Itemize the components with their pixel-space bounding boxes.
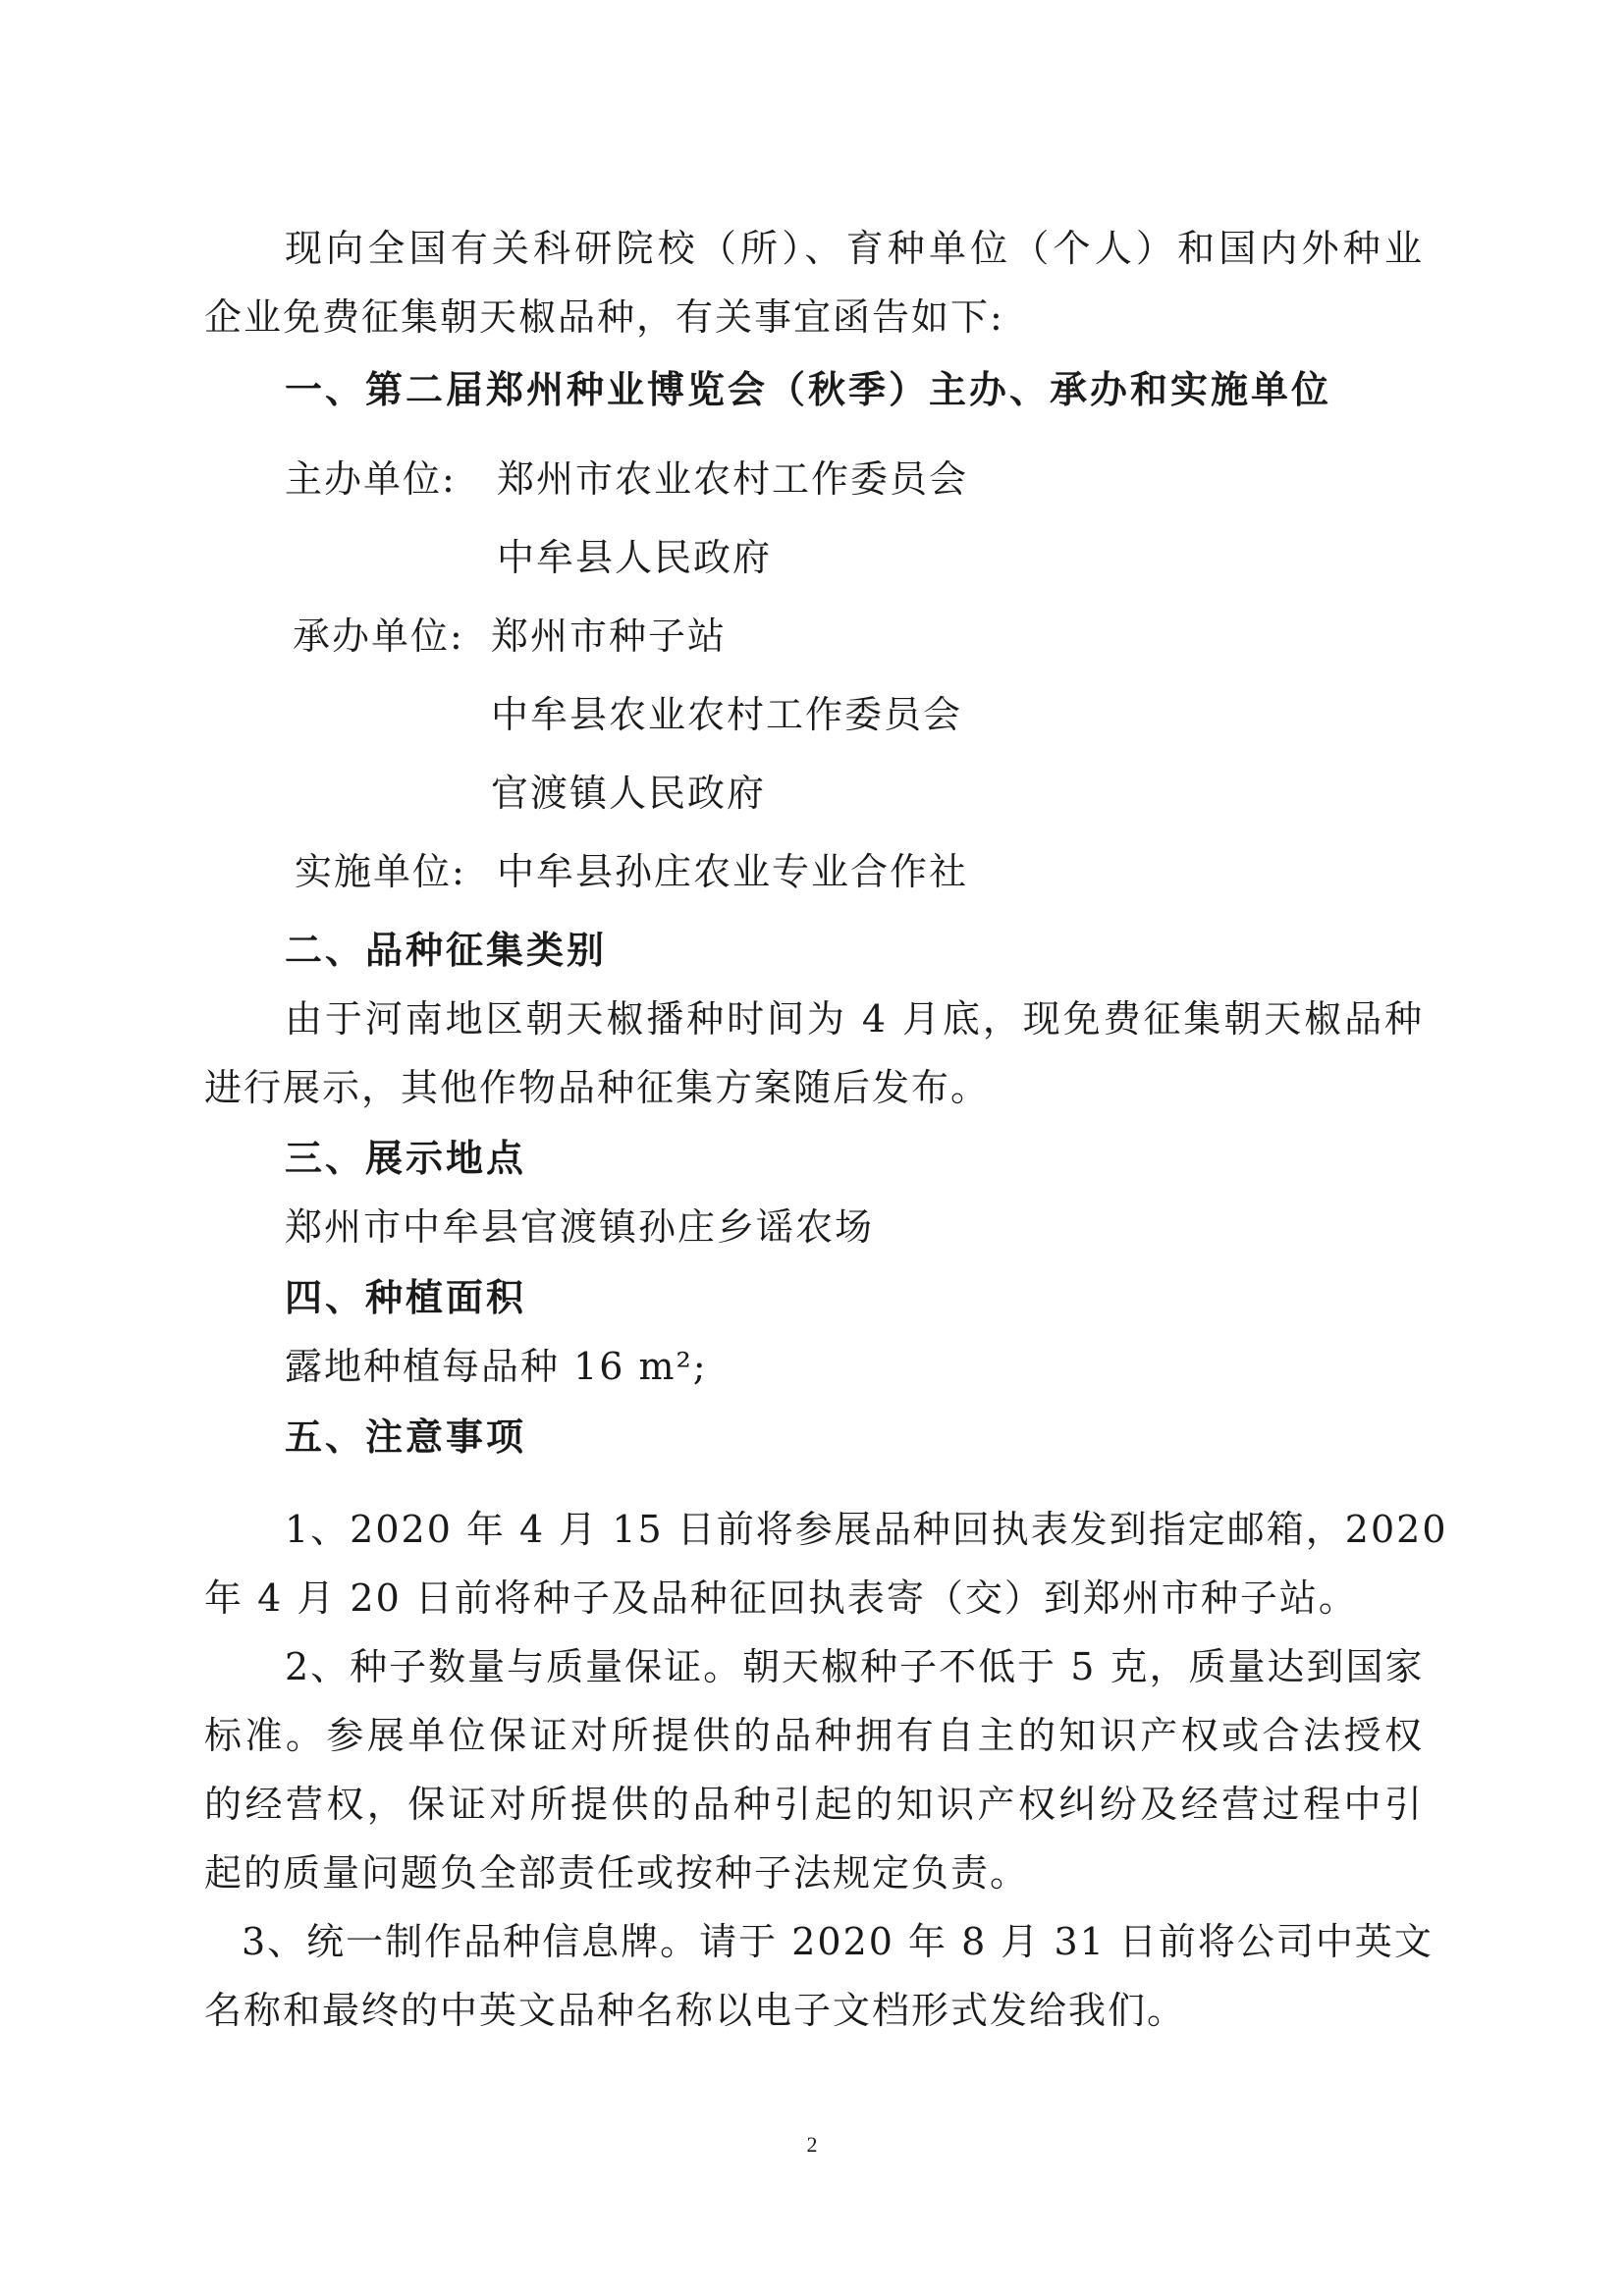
intro-line-2: 企业免费征集朝天椒品种，有关事宜函告如下:	[204, 295, 1004, 339]
notice-item-3-line-1: 3、统一制作品种信息牌。请于 2020 年 8 月 31 日前将公司中英文	[242, 1920, 1434, 1963]
host-unit-1: 郑州市农业农村工作委员会	[497, 457, 969, 501]
section-4-heading: 四、种植面积	[285, 1276, 527, 1319]
section-2-heading: 二、品种征集类别	[285, 929, 608, 972]
notice-item-2-line-2: 标准。参展单位保证对所提供的品种拥有自主的知识产权或合法授权	[204, 1714, 1424, 1757]
notice-item-2-line-1: 2、种子数量与质量保证。朝天椒种子不低于 5 克，质量达到国家	[285, 1645, 1425, 1688]
host-label: 主办单位:	[285, 457, 457, 501]
section-3-line-1: 郑州市中牟县官渡镇孙庄乡谣农场	[285, 1205, 875, 1249]
section-2-line-1: 由于河南地区朝天椒播种时间为 4 月底，现免费征集朝天椒品种	[285, 997, 1424, 1041]
section-1-heading: 一、第二届郑州种业博览会（秋季）主办、承办和实施单位	[285, 368, 1332, 411]
notice-item-3-line-2: 名称和最终的中英文品种名称以电子文档形式发给我们。	[204, 1989, 1187, 2032]
notice-item-1-line-1: 1、2020 年 4 月 15 日前将参展品种回执表发到指定邮箱，2020	[285, 1508, 1448, 1551]
implementer-unit-1: 中牟县孙庄农业专业合作社	[497, 850, 969, 893]
section-5-heading: 五、注意事项	[285, 1415, 527, 1459]
notice-item-2-line-3: 的经营权，保证对所提供的品种引起的知识产权纠纷及经营过程中引	[204, 1783, 1424, 1826]
section-3-heading: 三、展示地点	[285, 1137, 527, 1180]
implementer-label: 实施单位:	[295, 850, 466, 893]
intro-line-1: 现向全国有关科研院校（所）、育种单位（个人）和国内外种业	[285, 227, 1424, 270]
organizer-label: 承办单位:	[293, 614, 464, 658]
notice-item-2-line-4: 起的质量问题负全部责任或按种子法规定负责。	[204, 1851, 1030, 1895]
section-4-line-1: 露地种植每品种 16 m²;	[285, 1345, 708, 1388]
notice-item-1-line-2: 年 4 月 20 日前将种子及品种征回执表寄（交）到郑州市种子站。	[204, 1576, 1358, 1620]
page-number: 2	[806, 2132, 818, 2157]
organizer-unit-3: 官渡镇人民政府	[491, 772, 767, 815]
organizer-unit-1: 郑州市种子站	[491, 614, 728, 658]
section-2-line-2: 进行展示，其他作物品种征集方案随后发布。	[204, 1066, 991, 1109]
organizer-unit-2: 中牟县农业农村工作委员会	[491, 693, 963, 736]
host-unit-2: 中牟县人民政府	[497, 536, 773, 579]
